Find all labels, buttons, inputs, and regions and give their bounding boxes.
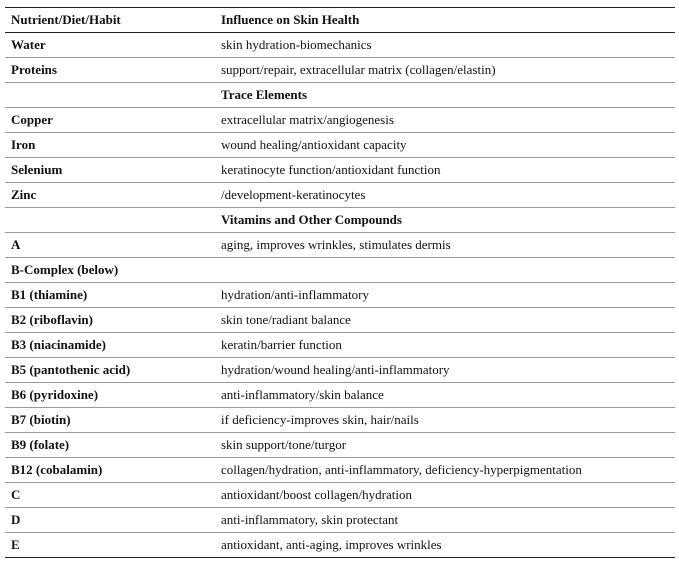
table-row (5, 408, 675, 433)
table-header (5, 8, 675, 33)
nutrient-cell: B12 (cobalamin) (11, 462, 103, 477)
influence-cell: support/repair, extracellular matrix (collagen/elastin) (221, 62, 496, 77)
influence-cell: hydration/wound healing/anti-inflammatory (221, 362, 450, 377)
table-row (5, 383, 675, 408)
influence-cell: skin support/tone/turgor (221, 437, 347, 452)
influence-cell: anti-inflammatory/skin balance (221, 387, 384, 402)
table-row (5, 283, 675, 308)
table-row (5, 58, 675, 83)
nutrient-cell: E (11, 537, 20, 552)
influence-cell: if deficiency-improves skin, hair/nails (221, 412, 419, 427)
table-row (5, 533, 675, 558)
nutrient-cell: A (11, 237, 21, 252)
table-row (5, 258, 675, 283)
table-row (5, 133, 675, 158)
nutrient-cell: B5 (pantothenic acid) (11, 362, 131, 377)
nutrient-cell: Copper (11, 112, 53, 127)
influence-cell (215, 258, 675, 283)
section-row (5, 83, 675, 108)
nutrient-cell: B1 (thiamine) (11, 287, 88, 302)
nutrient-cell: B6 (pyridoxine) (11, 387, 99, 402)
influence-cell: extracellular matrix/angiogenesis (221, 112, 394, 127)
influence-cell: keratinocyte function/antioxidant function (221, 162, 441, 177)
influence-cell: keratin/barrier function (221, 337, 342, 352)
table-row (5, 508, 675, 533)
table-row (5, 233, 675, 258)
influence-cell: anti-inflammatory, skin protectant (221, 512, 399, 527)
table-row (5, 333, 675, 358)
table-row (5, 483, 675, 508)
influence-cell: skin tone/radiant balance (221, 312, 351, 327)
influence-cell: antioxidant/boost collagen/hydration (221, 487, 412, 502)
nutrient-cell (5, 208, 215, 233)
table-row (5, 108, 675, 133)
table-row (5, 433, 675, 458)
table-row (5, 358, 675, 383)
nutrient-cell: B9 (folate) (11, 437, 70, 452)
section-row (5, 208, 675, 233)
header-nutrient: Nutrient/Diet/Habit (11, 12, 121, 27)
nutrient-cell: D (11, 512, 21, 527)
header-row (5, 8, 675, 33)
influence-cell: skin hydration-biomechanics (221, 37, 372, 52)
nutrient-cell: Proteins (11, 62, 57, 77)
influence-cell: hydration/anti-inflammatory (221, 287, 370, 302)
influence-cell: wound healing/antioxidant capacity (221, 137, 407, 152)
section-heading-cell: Vitamins and Other Compounds (221, 212, 402, 227)
nutrient-cell: B7 (biotin) (11, 412, 71, 427)
nutrient-cell: Water (11, 37, 46, 52)
nutrient-cell: B2 (riboflavin) (11, 312, 93, 327)
header-influence: Influence on Skin Health (221, 12, 360, 27)
nutrient-cell: B3 (niacinamide) (11, 337, 106, 352)
table-row (5, 33, 675, 58)
influence-cell: /development-keratinocytes (221, 187, 366, 202)
section-heading-cell: Trace Elements (221, 87, 308, 102)
nutrient-cell: C (11, 487, 21, 502)
influence-cell: antioxidant, anti-aging, improves wrinkles (221, 537, 442, 552)
table-row (5, 183, 675, 208)
nutrient-cell: Iron (11, 137, 36, 152)
nutrient-cell: Selenium (11, 162, 63, 177)
nutrient-skin-table (5, 7, 675, 558)
influence-cell: aging, improves wrinkles, stimulates dermis (221, 237, 451, 252)
nutrient-table-container (5, 7, 675, 558)
nutrient-cell: B-Complex (below) (11, 262, 119, 277)
table-body (5, 33, 675, 558)
nutrient-cell (5, 83, 215, 108)
table-row (5, 458, 675, 483)
influence-cell: collagen/hydration, anti-inflammatory, deficiency-hyperpigmentation (221, 462, 582, 477)
table-row (5, 308, 675, 333)
table-row (5, 158, 675, 183)
nutrient-cell: Zinc (11, 187, 37, 202)
